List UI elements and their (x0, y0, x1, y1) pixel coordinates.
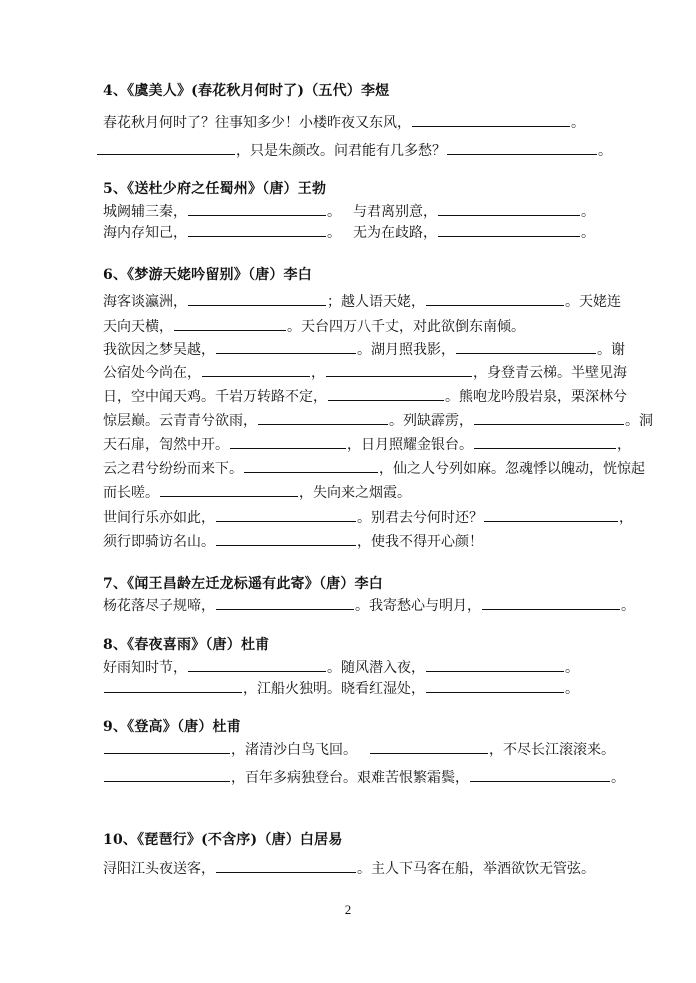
section-6-line-8: 云之君兮纷纷而来下。 ，仙之人兮列如麻。忽魂悸以魄动，恍惊起 (103, 458, 645, 479)
section-8-line-1: 好雨知时节， 。随风潜入夜， 。 (103, 657, 579, 678)
section-6-line-5: 日，空中闻天鸡。千岩万转路不定， 。熊咆龙吟殷岩泉，栗深林兮 (103, 386, 627, 407)
section-9-title: 9、《登高》（唐）杜甫 (103, 719, 241, 735)
section-9-line-2: ，百年多病独登台。艰难苦恨繁霜鬓， 。 (103, 767, 625, 788)
answer-blank[interactable] (202, 362, 310, 377)
section-6-line-9: 而长嗟。 ，失向来之烟霞。 (103, 482, 411, 503)
section-6-line-10: 世间行乐亦如此， 。别君去兮何时还？ ， (103, 507, 633, 528)
answer-blank[interactable] (174, 316, 286, 331)
answer-blank[interactable] (104, 678, 242, 693)
section-6-line-3: 我欲因之梦吴越， 。湖月照我影， 。谢 (103, 339, 625, 360)
section-6-line-6: 惊层巅。云青青兮欲雨， 。列缺霹雳， 。洞 (103, 410, 653, 431)
section-8-line-2: ，江船火独明。晓看红湿处， 。 (103, 678, 579, 699)
answer-blank[interactable] (230, 434, 346, 449)
section-10-line-1: 浔阳江头夜送客， 。主人下马客在船，举酒欲饮无管弦。 (103, 858, 595, 879)
answer-blank[interactable] (438, 201, 580, 216)
section-10-title: 10、《琵琶行》(不含序)（唐）白居易 (103, 832, 343, 848)
answer-blank[interactable] (426, 291, 564, 306)
answer-blank[interactable] (104, 739, 230, 754)
answer-blank[interactable] (216, 531, 356, 546)
answer-blank[interactable] (482, 595, 620, 610)
section-7-title: 7、《闻王昌龄左迁龙标遥有此寄》（唐）李白 (103, 576, 383, 592)
answer-blank[interactable] (456, 339, 596, 354)
answer-blank[interactable] (426, 678, 564, 693)
answer-blank[interactable] (328, 386, 444, 401)
answer-blank[interactable] (474, 410, 624, 425)
answer-blank[interactable] (370, 739, 488, 754)
section-7-line-1: 杨花落尽子规啼， 。我寄愁心与明月， 。 (103, 595, 635, 616)
answer-blank[interactable] (470, 767, 610, 782)
section-6-line-2: 天向天横， 。天台四万八千丈，对此欲倒东南倾。 (103, 316, 525, 337)
section-4-line-1: 春花秋月何时了？往事知多少！小楼昨夜又东风， 。 (103, 112, 585, 133)
answer-blank[interactable] (412, 112, 570, 127)
section-5-title: 5、《送杜少府之任蜀州》（唐）王勃 (103, 181, 327, 197)
answer-blank[interactable] (188, 291, 326, 306)
answer-blank[interactable] (447, 140, 597, 155)
answer-blank[interactable] (426, 657, 564, 672)
section-6-line-1: 海客谈瀛洲， ；越人语天姥， 。天姥连 (103, 291, 621, 312)
section-4-line-2: ，只是朱颜改。问君能有几多愁？ 。 (96, 140, 612, 161)
answer-blank[interactable] (438, 222, 580, 237)
answer-blank[interactable] (258, 410, 388, 425)
answer-blank[interactable] (484, 507, 618, 522)
section-6-line-4: 公宿处今尚在， ， ，身登青云梯。半壁见海 (103, 362, 627, 383)
section-5-line-2: 海内存知己， 。 无为在歧路， 。 (103, 222, 595, 243)
answer-blank[interactable] (104, 767, 230, 782)
answer-blank[interactable] (216, 858, 356, 873)
section-8-title: 8、《春夜喜雨》（唐）杜甫 (103, 637, 270, 653)
page-number: 2 (344, 902, 352, 917)
answer-blank[interactable] (326, 362, 472, 377)
answer-blank[interactable] (188, 222, 326, 237)
answer-blank[interactable] (244, 458, 378, 473)
answer-blank[interactable] (474, 434, 616, 449)
answer-blank[interactable] (216, 595, 354, 610)
section-6-line-7: 天石扉，訇然中开。 ，日月照耀金银台。 ， (103, 434, 631, 455)
answer-blank[interactable] (97, 140, 235, 155)
answer-blank[interactable] (216, 339, 356, 354)
section-6-title: 6、《梦游天姥吟留别》（唐）李白 (103, 267, 312, 283)
answer-blank[interactable] (188, 201, 326, 216)
section-9-line-1: ，渚清沙白鸟飞回。 ，不尽长江滚滚来。 (103, 739, 615, 760)
answer-blank[interactable] (188, 657, 326, 672)
answer-blank[interactable] (216, 507, 356, 522)
section-5-line-1: 城阙辅三秦， 。 与君离别意， 。 (103, 201, 595, 222)
section-4-title: 4、《虞美人》(春花秋月何时了)（五代）李煜 (103, 83, 390, 99)
answer-blank[interactable] (160, 482, 298, 497)
section-6-line-11: 须行即骑访名山。 ，使我不得开心颜！ (103, 531, 483, 552)
